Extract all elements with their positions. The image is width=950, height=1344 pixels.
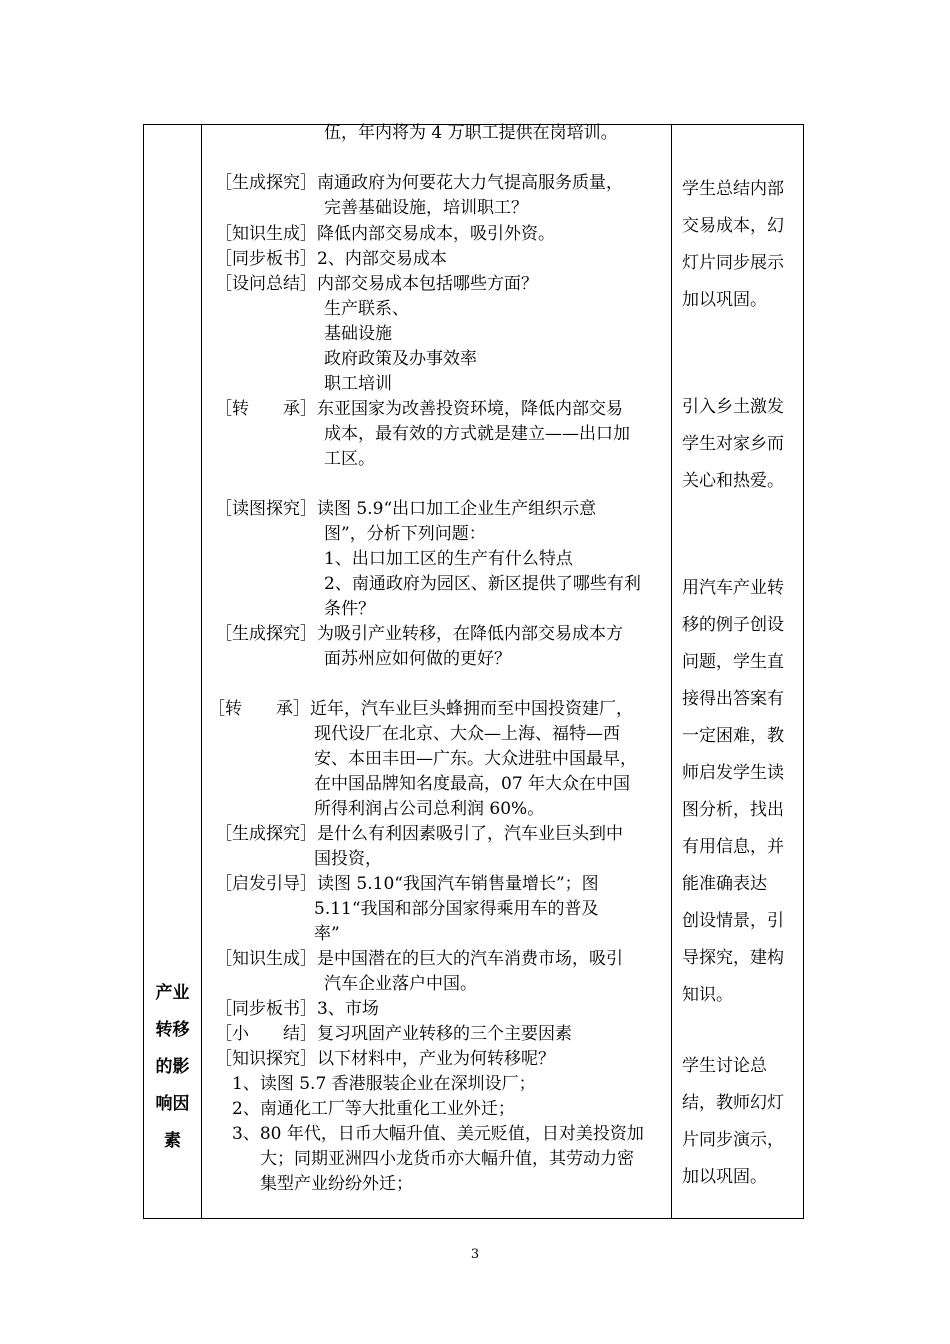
column-divider <box>201 125 202 1218</box>
content-line: 国投资， <box>314 849 382 869</box>
content-line: 工区。 <box>324 449 375 469</box>
content-line: 完善基础设施，培训职工？ <box>324 198 528 218</box>
teaching-note-line: 灯片同步展示 <box>682 253 784 273</box>
content-line: 率” <box>314 924 340 944</box>
teaching-note-line: 加以巩固。 <box>682 1167 767 1187</box>
teaching-note-line: 导探究，建构 <box>682 948 784 968</box>
content-line: 2、南通化工厂等大批重化工业外迁； <box>232 1099 515 1119</box>
content-line: 1、出口加工区的生产有什么特点 <box>324 549 573 569</box>
content-line: 职工培训 <box>324 374 392 394</box>
teaching-note-line: 有用信息，并 <box>682 837 784 857</box>
teaching-note-line: 片同步演示， <box>682 1130 784 1150</box>
content-line: 条件？ <box>324 599 375 619</box>
content-line: ［转 承］东亚国家为改善投资环境，降低内部交易 <box>215 399 623 419</box>
teaching-note-line: 关心和热爱。 <box>682 471 784 491</box>
content-line: 大；同期亚洲四小龙货币亦大幅升值，其劳动力密 <box>260 1149 634 1169</box>
teaching-note-line: 移的例子创设 <box>682 615 784 635</box>
topic-label-line: 产业 <box>155 983 190 1003</box>
teaching-note <box>682 389 798 500</box>
topic-label-line: 转移 <box>155 1020 190 1040</box>
content-line: ［生成探究］为吸引产业转移，在降低内部交易成本方 <box>215 624 623 644</box>
topic-label-line: 的影 <box>155 1057 190 1077</box>
teaching-note-line: 知识。 <box>682 985 733 1005</box>
content-line: ［知识探究］以下材料中，产业为何转移呢？ <box>215 1049 555 1069</box>
teaching-note <box>682 1048 798 1196</box>
teaching-note-line: 师启发学生读 <box>682 763 784 783</box>
content-line: 安、本田丰田—广东。大众进驻中国最早， <box>314 749 637 769</box>
content-line: ［知识生成］降低内部交易成本，吸引外资。 <box>215 224 555 244</box>
topic-label <box>154 975 191 1160</box>
teaching-note-line: 创设情景，引 <box>682 911 784 931</box>
teaching-note-line: 结，教师幻灯 <box>682 1093 784 1113</box>
content-line: 汽车企业落户中国。 <box>324 974 477 994</box>
content-line: 所得利润占公司总利润 60%。 <box>314 799 545 819</box>
content-line: 2、南通政府为园区、新区提供了哪些有利 <box>324 574 641 594</box>
content-line: 图”，分析下列问题： <box>324 524 486 544</box>
content-line: ［启发引导］读图 5.10“我国汽车销售量增长”；图 <box>215 874 599 894</box>
teaching-note-line: 加以巩固。 <box>682 290 767 310</box>
page-number: 3 <box>470 1247 480 1262</box>
content-line: ［生成探究］南通政府为何要花大力气提高服务质量， <box>215 173 623 193</box>
content-line: ［同步板书］2、内部交易成本 <box>215 249 447 269</box>
teaching-note-line: 用汽车产业转 <box>682 578 784 598</box>
content-line: 在中国品牌知名度最高，07 年大众在中国 <box>314 774 631 794</box>
teaching-note-line: 学生讨论总 <box>682 1056 767 1076</box>
teaching-note <box>682 570 798 1014</box>
content-line: ［读图探究］读图 5.9“出口加工企业生产组织示意 <box>215 499 597 519</box>
teaching-note-line: 引入乡土激发 <box>682 397 784 417</box>
content-line: ［生成探究］是什么有利因素吸引了，汽车业巨头到中 <box>215 824 623 844</box>
teaching-note-line: 学生总结内部 <box>682 179 784 199</box>
teaching-note-line: 问题，学生直 <box>682 652 784 672</box>
content-line: 1、读图 5.7 香港服装企业在深圳设厂； <box>232 1074 536 1094</box>
content-line: ［小 结］复习巩固产业转移的三个主要因素 <box>215 1024 572 1044</box>
content-line: 政府政策及办事效率 <box>324 349 477 369</box>
teaching-note <box>682 171 798 319</box>
teaching-note-line: 学生对家乡而 <box>682 434 784 454</box>
teaching-note-line: 接得出答案有 <box>682 689 784 709</box>
topic-label-line: 响因 <box>155 1094 190 1114</box>
content-line: 5.11“我国和部分国家得乘用车的普及 <box>314 899 599 919</box>
teaching-note-line: 图分析，找出 <box>682 800 784 820</box>
content-line: ［设问总结］内部交易成本包括哪些方面？ <box>215 274 538 294</box>
content-line: 现代设厂在北京、大众—上海、福特—西 <box>314 724 620 744</box>
teaching-note-line: 交易成本，幻 <box>682 216 784 236</box>
content-line: 3、80 年代，日币大幅升值、美元贬值，日对美投资加 <box>232 1124 644 1144</box>
content-line: 面苏州应如何做的更好？ <box>324 649 511 669</box>
content-line: ［同步板书］3、市场 <box>215 999 379 1019</box>
content-line: ［知识生成］是中国潜在的巨大的汽车消费市场，吸引 <box>215 949 623 969</box>
teaching-note-line: 能准确表达 <box>682 874 767 894</box>
content-line: 成本，最有效的方式就是建立——出口加 <box>324 424 630 444</box>
topic-label-line: 素 <box>164 1131 181 1151</box>
content-line: 集型产业纷纷外迁； <box>260 1174 413 1194</box>
content-line: 伍，年内将为 4 万职工提供在岗培训。 <box>324 123 618 143</box>
content-line: 生产联系、 <box>324 299 409 319</box>
teaching-note-line: 一定困难，教 <box>682 726 784 746</box>
column-divider <box>671 125 672 1218</box>
content-line: 基础设施 <box>324 324 392 344</box>
content-line: ［转 承］近年，汽车业巨头蜂拥而至中国投资建厂， <box>208 699 633 719</box>
